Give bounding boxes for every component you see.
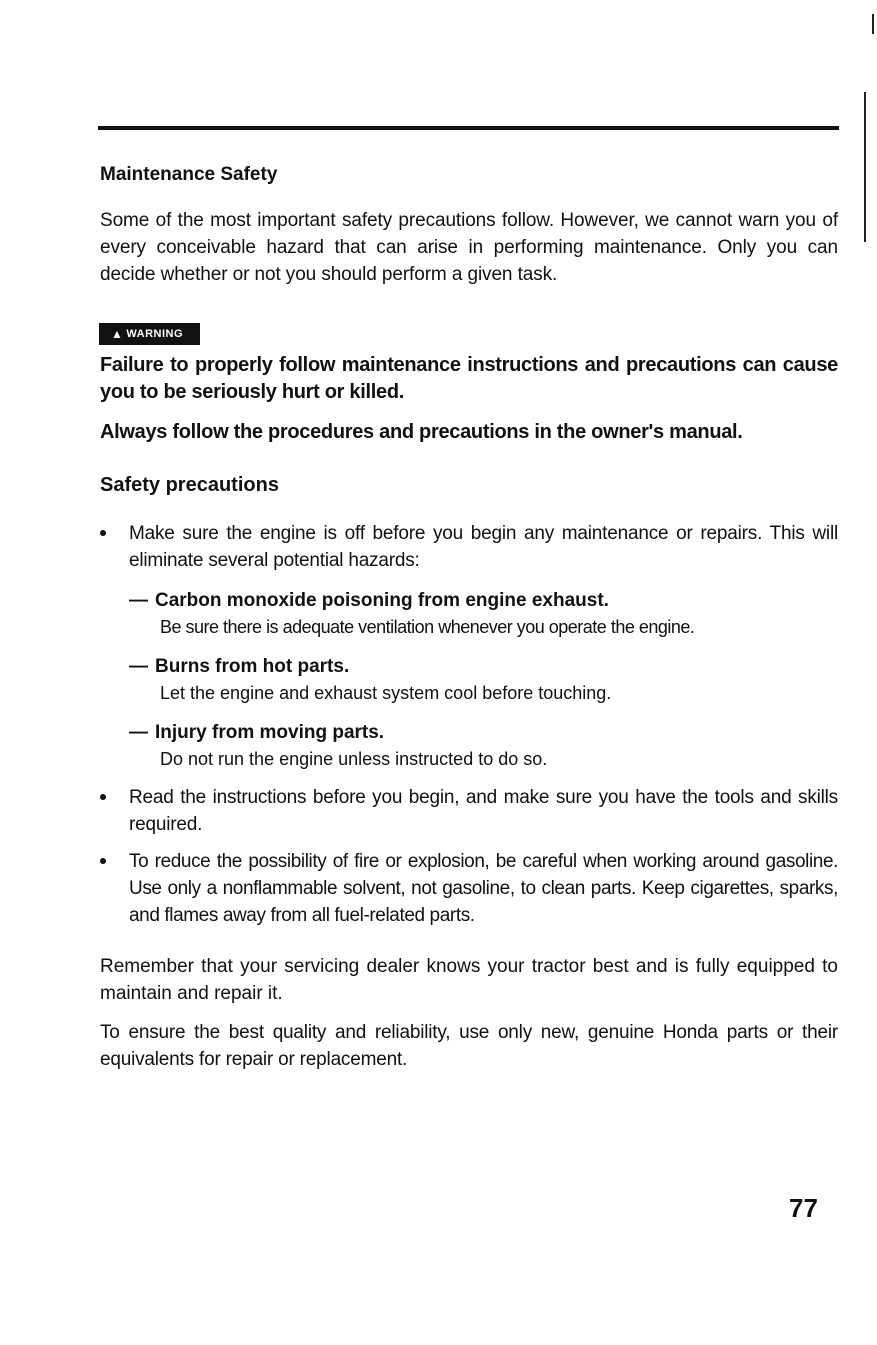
margin-mark [864, 92, 866, 242]
hazard-text: Let the engine and exhaust system cool before touching. [160, 683, 612, 703]
bullet-item [100, 520, 838, 574]
intro-paragraph: Some of the most important safety precautions follow. However, we cannot warn you of every conceivable hazard that can arise in performing maintenance. Only you can decide whether or not you should perform a given task. [100, 210, 838, 285]
bullet-dot-icon [100, 858, 106, 864]
bullet-text: To reduce the possibility of fire or explosion, be careful when working around gasoline. Use only a nonflammable solvent, not gasoline, to clean parts. Keep cigarettes, sparks, and flames away from all fuel-related parts. [129, 851, 838, 926]
hazard-item [129, 653, 839, 706]
top-rule [98, 126, 839, 130]
closing-paragraph-1: Remember that your servicing dealer knows your tractor best and is fully equipped to maintain and repair it. [100, 956, 838, 1004]
bullet-text: Make sure the engine is off before you begin any maintenance or repairs. This will eliminate several potential hazards: [129, 523, 838, 571]
hazard-title: — Carbon monoxide poisoning from engine exhaust. [129, 590, 609, 611]
bullet-dot-icon [100, 794, 106, 800]
warning-triangle-icon: ▲ [111, 327, 124, 341]
section-heading-safety-precautions: Safety precautions [100, 474, 279, 496]
hazard-item [129, 719, 839, 772]
section-heading-maintenance-safety: Maintenance Safety [100, 164, 278, 185]
hazard-item [129, 587, 839, 640]
warning-label: WARNING [126, 328, 184, 340]
closing-paragraph-2: To ensure the best quality and reliability, use only new, genuine Honda parts or their equivalents for repair or replacement. [100, 1022, 838, 1070]
bullet-dot-icon [100, 530, 106, 536]
page-number: 77 [789, 1193, 818, 1223]
warning-text-2: Always follow the procedures and precautions in the owner's manual. [100, 421, 743, 443]
hazard-text: Do not run the engine unless instructed to do so. [160, 749, 548, 769]
hazard-title: — Injury from moving parts. [129, 722, 385, 743]
warning-badge [99, 323, 200, 345]
warning-text-1: Failure to properly follow maintenance instructions and precautions can cause you to be seriously hurt or killed. [100, 354, 838, 403]
bullet-text: Read the instructions before you begin, and make sure you have the tools and skills required. [129, 787, 838, 835]
bullet-item [100, 784, 838, 838]
bullet-item [100, 848, 838, 929]
hazard-title: — Burns from hot parts. [129, 656, 350, 677]
margin-mark [872, 14, 874, 34]
hazard-text: Be sure there is adequate ventilation whenever you operate the engine. [160, 617, 695, 637]
